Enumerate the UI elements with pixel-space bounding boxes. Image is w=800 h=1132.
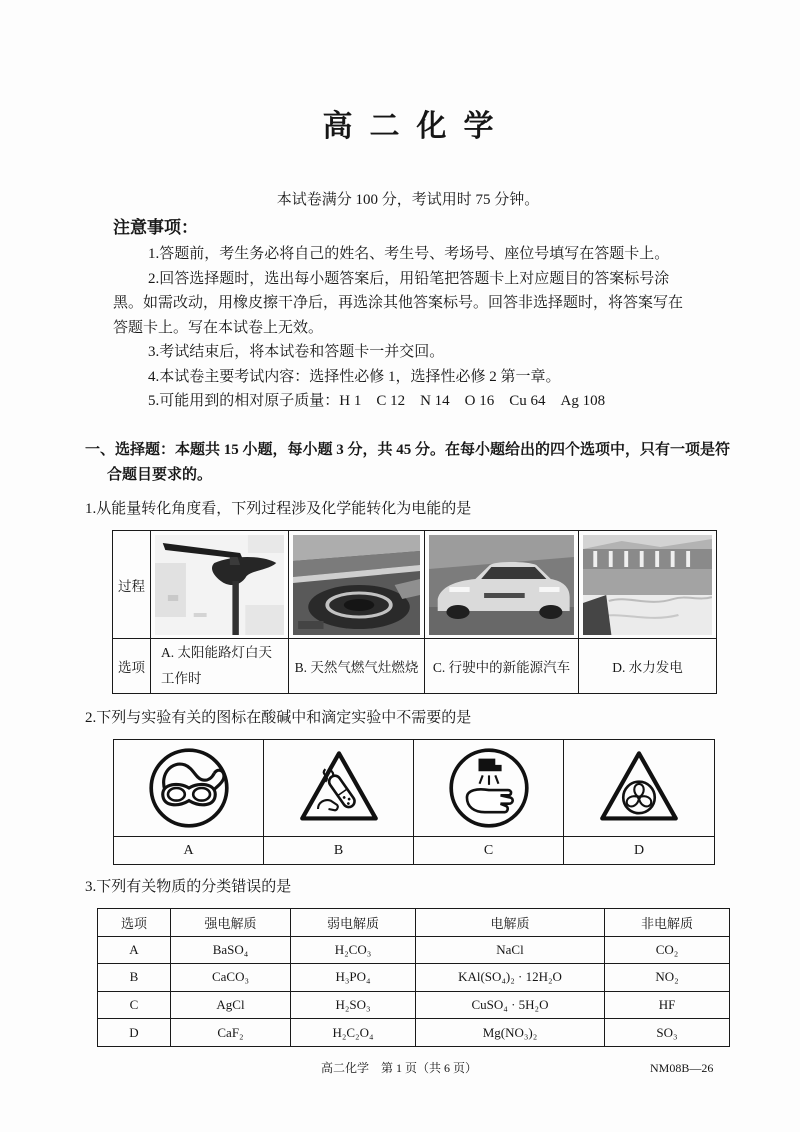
question-3-stem: 3.下列有关物质的分类错误的是 xyxy=(85,879,292,895)
table-row-d xyxy=(98,1019,730,1047)
options-row xyxy=(113,639,717,694)
header-electrolyte: 电解质 xyxy=(416,909,605,937)
option-b-text: B. 天然气燃气灶燃烧 xyxy=(289,639,425,694)
row-c-weak-electrolyte: H₂SO₃ xyxy=(291,991,416,1019)
option-c-text: C. 行驶中的新能源汽车 xyxy=(425,639,579,694)
option-a-cell xyxy=(151,639,289,694)
option-b-icon-cell xyxy=(264,740,414,837)
notice-item-1: 1.答题前，考生务必将自己的姓名、考生号、考场号、座位号填写在答题卡上。 xyxy=(148,246,670,262)
question-1-stem: 1.从能量转化角度看，下列过程涉及化学能转化为电能的是 xyxy=(85,501,472,517)
row-a-strong-electrolyte: BaSO₄ xyxy=(171,936,291,964)
option-b-image-cell xyxy=(289,531,425,639)
table-row-c xyxy=(98,991,730,1019)
notice-item-5: 5.可能用到的相对原子质量：H 1 C 12 N 14 O 16 Cu 64 Ag 108 xyxy=(148,393,606,409)
option-d-image-cell xyxy=(579,531,717,639)
hydropower-dam-photo xyxy=(583,535,712,635)
option-c-label: C xyxy=(414,837,564,865)
safety-goggles-icon xyxy=(147,746,231,830)
question-1-table xyxy=(112,530,717,694)
row-b-strong-electrolyte: CaCO₃ xyxy=(171,964,291,992)
row-label-process: 过程 xyxy=(113,531,151,639)
paper-title: 高二化学 xyxy=(322,110,511,143)
row-a-weak-electrolyte: H₂CO₃ xyxy=(291,936,416,964)
section-heading-line-2: 合题目要求的。 xyxy=(107,467,213,483)
option-a-text: A. 太阳能路灯白天工作时 xyxy=(161,645,272,686)
row-b-non-electrolyte: NO₂ xyxy=(605,964,730,992)
row-a-non-electrolyte: CO₂ xyxy=(605,936,730,964)
row-b-weak-electrolyte: H₃PO₄ xyxy=(291,964,416,992)
notice-item-2-line-1: 2.回答选择题时，选出每小题答案后，用铅笔把答题卡上对应题目的答案标号涂 xyxy=(148,270,670,287)
new-energy-car-photo xyxy=(429,535,574,635)
row-b-electrolyte: KAl(SO₄)₂ · 12H₂O xyxy=(416,964,605,992)
header-weak-electrolyte: 弱电解质 xyxy=(291,909,416,937)
process-row xyxy=(113,531,717,639)
gas-stove-flame-photo xyxy=(293,535,420,635)
table-header-row xyxy=(98,909,730,937)
icon-labels-row xyxy=(114,837,715,865)
option-d-text: D. 水力发电 xyxy=(579,639,717,694)
option-c-image-cell xyxy=(425,531,579,639)
section-heading-line-1: 一、选择题：本题共 15 小题，每小题 3 分，共 45 分。在每小题给出的四个选项中，只有一项是符 xyxy=(85,442,731,458)
table-row-a xyxy=(98,936,730,964)
notice-item-2-line-2: 黑。如需改动，用橡皮擦干净后，再选涂其他答案标号。回答非选择题时，将答案写在 xyxy=(113,295,684,311)
row-d-non-electrolyte: SO₃ xyxy=(605,1019,730,1047)
header-non-electrolyte: 非电解质 xyxy=(605,909,730,937)
row-b-option: B xyxy=(98,964,171,992)
question-2-table xyxy=(113,739,715,865)
option-d-label: D xyxy=(564,837,715,865)
notice-item-4: 4.本试卷主要考试内容：选择性必修 1，选择性必修 2 第一章。 xyxy=(148,368,561,385)
notice-item-2-line-3: 答题卡上。写在本试卷上无效。 xyxy=(113,319,324,336)
table-row-b xyxy=(98,964,730,992)
row-d-option: D xyxy=(98,1019,171,1047)
row-a-option: A xyxy=(98,936,171,964)
notice-list xyxy=(113,242,683,414)
footer-page-number: 高二化学 第 1 页（共 6 页） xyxy=(320,1061,477,1075)
option-c-icon-cell xyxy=(414,740,564,837)
row-c-strong-electrolyte: AgCl xyxy=(171,991,291,1019)
row-a-electrolyte: NaCl xyxy=(416,936,605,964)
notice-heading: 注意事项： xyxy=(113,218,198,237)
exam-info: 本试卷满分 100 分，考试用时 75 分钟。 xyxy=(276,192,540,208)
option-a-label: A xyxy=(114,837,264,865)
row-c-electrolyte: CuSO₄ · 5H₂O xyxy=(416,991,605,1019)
hot-surface-warning-icon xyxy=(297,746,381,830)
option-a-image-cell xyxy=(151,531,289,639)
notice-item-3: 3.考试结束后，将本试卷和答题卡一并交回。 xyxy=(148,344,445,360)
option-b-label: B xyxy=(264,837,414,865)
question-3-table xyxy=(97,908,730,1047)
row-label-options: 选项 xyxy=(113,639,151,694)
hand-washing-icon xyxy=(447,746,531,830)
option-a-icon-cell xyxy=(114,740,264,837)
icons-row xyxy=(114,740,715,837)
ventilation-fan-icon xyxy=(597,746,681,830)
row-d-electrolyte: Mg(NO₃)₂ xyxy=(416,1019,605,1047)
row-d-strong-electrolyte: CaF₂ xyxy=(171,1019,291,1047)
solar-street-light-photo xyxy=(155,535,284,635)
question-2-stem: 2.下列与实验有关的图标在酸碱中和滴定实验中不需要的是 xyxy=(85,710,472,726)
row-c-option: C xyxy=(98,991,171,1019)
header-option: 选项 xyxy=(98,909,171,937)
row-d-weak-electrolyte: H₂C₂O₄ xyxy=(291,1019,416,1047)
row-c-non-electrolyte: HF xyxy=(605,991,730,1019)
footer-paper-code: NM08B—26 xyxy=(650,1061,714,1075)
section-heading xyxy=(85,438,730,488)
option-d-icon-cell xyxy=(564,740,715,837)
header-strong-electrolyte: 强电解质 xyxy=(171,909,291,937)
